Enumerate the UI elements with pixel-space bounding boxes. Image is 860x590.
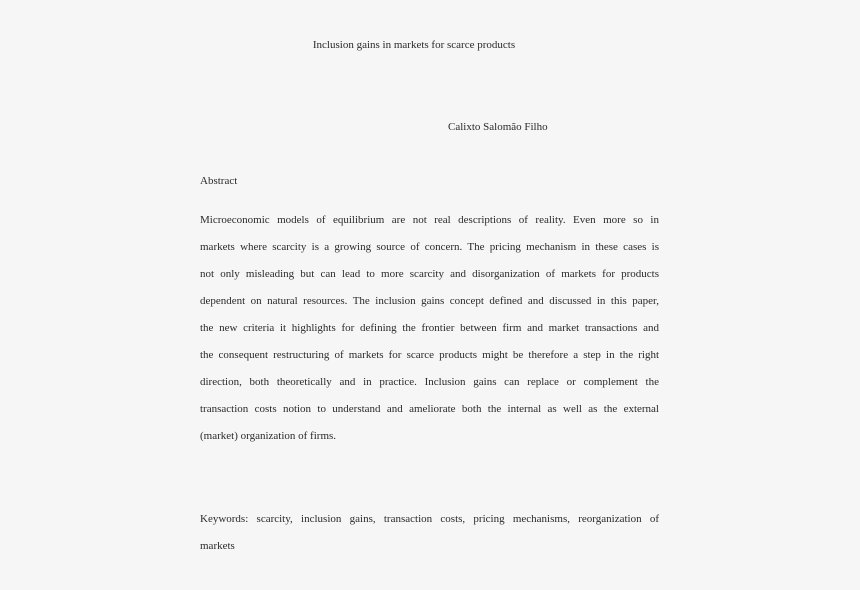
abstract-line: transaction costs notion to understand and ameliorate both the internal as well as the external xyxy=(200,403,659,415)
abstract-heading: Abstract xyxy=(200,175,238,187)
abstract-line: the new criteria it highlights for defining the frontier between firm and market transactions and xyxy=(200,322,659,334)
abstract-line: not only misleading but can lead to more scarcity and disorganization of markets for products xyxy=(200,268,659,280)
author-name: Calixto Salomão Filho xyxy=(448,121,548,133)
keywords-line: markets xyxy=(200,540,235,552)
abstract-line: (market) organization of firms. xyxy=(200,430,337,442)
abstract-line: dependent on natural resources. The inclusion gains concept defined and discussed in this paper, xyxy=(200,295,659,307)
abstract-line: markets where scarcity is a growing source of concern. The pricing mechanism in these cases is xyxy=(200,241,659,253)
abstract-line: Microeconomic models of equilibrium are not real descriptions of reality. Even more so in xyxy=(200,214,659,226)
keywords-line: Keywords: scarcity, inclusion gains, transaction costs, pricing mechanisms, reorganization of xyxy=(200,513,659,525)
abstract-line: the consequent restructuring of markets for scarce products might be therefore a step in the right xyxy=(200,349,659,361)
abstract-line: direction, both theoretically and in practice. Inclusion gains can replace or complement the xyxy=(200,376,659,388)
paper-title: Inclusion gains in markets for scarce products xyxy=(312,39,516,51)
abstract-body xyxy=(200,207,659,450)
keywords-section xyxy=(200,506,659,560)
